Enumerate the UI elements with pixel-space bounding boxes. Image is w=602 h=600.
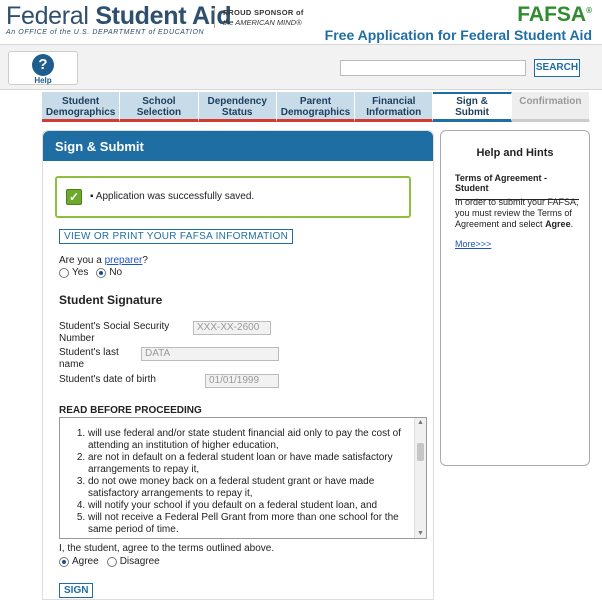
terms-scrollbar[interactable] [414,418,426,538]
tab-school-selection[interactable]: School Selection [120,92,198,122]
help-label: Help [34,76,52,85]
preparer-yes-radio[interactable] [59,268,69,278]
read-before-proceeding-heading: READ BEFORE PROCEEDING [59,405,202,416]
dob-field[interactable]: 01/01/1999 [205,374,279,388]
help-more-link[interactable]: More>>> [455,239,492,249]
preparer-question: Are you a preparer? [59,255,148,266]
search-input[interactable] [340,60,526,76]
help-panel-body: In order to submit your FAFSA, you must review the Terms of Agreement and select Agree. [455,197,579,229]
help-panel-subtitle: Terms of Agreement - Student [455,173,579,200]
tab-confirmation: Confirmation [512,92,590,122]
scroll-up-icon[interactable]: ▲ [417,419,424,426]
tab-dependency-status[interactable]: Dependency Status [199,92,277,122]
save-success-alert [55,176,411,218]
sign-submit-panel [42,130,434,600]
search-button[interactable]: SEARCH [534,59,580,77]
disagree-label: Disagree [119,556,160,567]
sponsor-tagline: PROUD SPONSOR of the AMERICAN MIND® [214,8,304,28]
logo-subtitle: An OFFICE of the U.S. DEPARTMENT of EDUCATION [6,29,205,36]
terms-item: 5. will not receive a Federal Pell Grant from more than one school for the same period of time. [88,512,412,536]
terms-list [70,428,412,536]
agree-radio[interactable] [59,557,69,567]
preparer-link[interactable]: preparer [104,255,143,266]
terms-scroll-box[interactable] [59,417,427,539]
tab-financial-information[interactable]: Financial Information [355,92,433,122]
ssn-label: Student's Social Security Number [59,321,170,344]
scroll-down-icon[interactable]: ▼ [417,530,424,537]
step-tabs [42,92,590,122]
terms-item: 3. do not owe money back on a federal student grant or have made satisfactory arrangements to repay it, [88,476,412,500]
page-title: Sign & Submit [43,131,433,161]
ssn-field[interactable]: XXX-XX-2600 [193,321,271,335]
scroll-thumb[interactable] [417,443,424,461]
view-print-fafsa-link[interactable]: VIEW OR PRINT YOUR FAFSA INFORMATION [59,229,293,244]
preparer-no-radio[interactable] [96,268,106,278]
agree-radio-group [59,556,160,567]
disagree-radio[interactable] [107,557,117,567]
dob-label: Student's date of birth [59,374,156,385]
toolbar [0,44,602,90]
agree-label: Agree [72,556,99,567]
fafsa-tagline: Free Application for Federal Student Aid [324,27,592,43]
terms-item: 2. are not in default on a federal student loan or have made satisfactory arrangements to repay it, [88,452,412,476]
last-name-label: Student's last name [59,347,119,370]
agree-statement: I, the student, agree to the terms outlined above. [59,543,275,554]
logo-text: Federal Student Aid [6,2,232,30]
checkmark-icon: ✓ [66,189,82,205]
student-signature-heading: Student Signature [59,293,163,307]
help-hints-panel [440,130,590,466]
sign-button[interactable]: SIGN [59,583,93,598]
preparer-radio-group [59,267,122,278]
fafsa-branding [325,0,592,43]
terms-item: 4. will notify your school if you default on a federal student loan, and [88,500,412,512]
preparer-yes-label: Yes [72,267,89,278]
preparer-no-label: No [109,267,123,278]
federal-student-aid-logo[interactable] [6,2,231,36]
help-button[interactable] [8,51,78,85]
tab-sign-submit[interactable]: Sign & Submit [433,92,511,122]
tab-parent-demographics[interactable]: Parent Demographics [277,92,355,122]
last-name-field[interactable]: DATA [141,347,279,361]
terms-item: 1. will use federal and/or state student financial aid only to pay the cost of attending an institution of higher education, [88,428,412,452]
save-success-message: ▪ Application was successfully saved. [90,191,255,202]
site-header [0,0,602,44]
fafsa-logo[interactable]: FAFSA® [517,3,592,26]
tab-student-demographics[interactable]: Student Demographics [42,92,120,122]
help-panel-title: Help and Hints [476,147,554,159]
help-icon: ? [32,54,54,76]
